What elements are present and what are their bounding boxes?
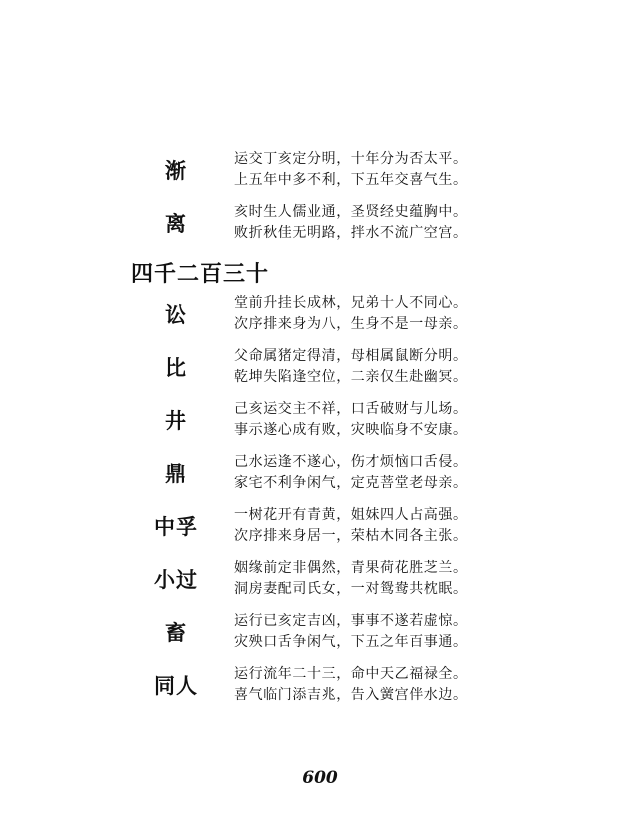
verse-line: 灾殃口舌争闲气，下五之年百事通。 bbox=[234, 634, 468, 650]
gua-name: 比 bbox=[165, 356, 187, 380]
gua-name: 中孚 bbox=[154, 515, 198, 539]
verse bbox=[234, 293, 468, 335]
verse-line: 上五年中多不利，下五年交喜气生。 bbox=[234, 172, 468, 188]
entry-tongren bbox=[0, 655, 640, 715]
verse-line: 次序排来身居一，荣枯木同各主张。 bbox=[234, 528, 468, 544]
verse-line: 运行流年二十三，命中天乙福禄全。 bbox=[234, 666, 468, 682]
entry-song bbox=[0, 284, 640, 344]
verse-line: 运交丁亥定分明，十年分为否太平。 bbox=[234, 151, 468, 167]
verse-line: 败折秋佳无明路，拌水不流广空宫。 bbox=[234, 225, 468, 241]
verse bbox=[234, 505, 468, 547]
verse-line: 次序排来身为八，生身不是一母亲。 bbox=[234, 316, 468, 332]
gua-name: 讼 bbox=[165, 303, 187, 327]
verse-line: 家宅不利争闲气，定克菩堂老母亲。 bbox=[234, 475, 468, 491]
verse-line: 姻缘前定非偶然，青果荷花胜芝兰。 bbox=[234, 560, 468, 576]
verse-line: 父命属猪定得清，母相属鼠断分明。 bbox=[234, 348, 468, 364]
gua-name: 鼎 bbox=[165, 462, 187, 486]
gua-name: 渐 bbox=[165, 159, 187, 183]
verse bbox=[234, 399, 468, 441]
verse-line: 运行已亥定吉凶，事事不遂若虚惊。 bbox=[234, 613, 468, 629]
verse bbox=[234, 558, 468, 600]
entry-chu bbox=[0, 602, 640, 662]
entry-li bbox=[0, 193, 640, 253]
verse bbox=[234, 611, 468, 653]
verse-line: 乾坤失陷逢空位，二亲仅生赴幽冥。 bbox=[234, 369, 468, 385]
gua-name: 畜 bbox=[165, 621, 187, 645]
verse bbox=[234, 452, 468, 494]
entry-ding bbox=[0, 443, 640, 503]
gua-name: 小过 bbox=[154, 568, 198, 592]
verse-line: 洞房妻配司氏女，一对鸳鸯共枕眠。 bbox=[234, 581, 468, 597]
gua-name: 井 bbox=[165, 409, 187, 433]
page-number: 600 bbox=[302, 768, 338, 788]
verse-line: 堂前升挂长成林，兄弟十人不同心。 bbox=[234, 295, 468, 311]
verse-line: 喜气临门添吉兆，告入黉宫伴水边。 bbox=[234, 687, 468, 703]
entry-xiaoguo bbox=[0, 549, 640, 609]
gua-name: 离 bbox=[165, 212, 187, 236]
section-heading: 四千二百三十 bbox=[131, 262, 270, 287]
verse-line: 亥时生人儒业通，圣贤经史蕴胸中。 bbox=[234, 204, 468, 220]
verse-line: 一树花开有青黄，姐妹四人占高强。 bbox=[234, 507, 468, 523]
entry-zhongfu bbox=[0, 496, 640, 556]
verse-line: 己亥运交主不祥，口舌破财与儿场。 bbox=[234, 401, 468, 417]
entry-bi bbox=[0, 337, 640, 397]
verse bbox=[234, 664, 468, 706]
verse bbox=[234, 149, 468, 191]
verse-line: 己水运逢不遂心，伤才烦恼口舌侵。 bbox=[234, 454, 468, 470]
verse-line: 事示遂心成有败，灾映临身不安康。 bbox=[234, 422, 468, 438]
gua-name: 同人 bbox=[154, 674, 198, 698]
verse bbox=[234, 346, 468, 388]
entry-jian bbox=[0, 140, 640, 200]
verse bbox=[234, 202, 468, 244]
entry-jing bbox=[0, 390, 640, 450]
